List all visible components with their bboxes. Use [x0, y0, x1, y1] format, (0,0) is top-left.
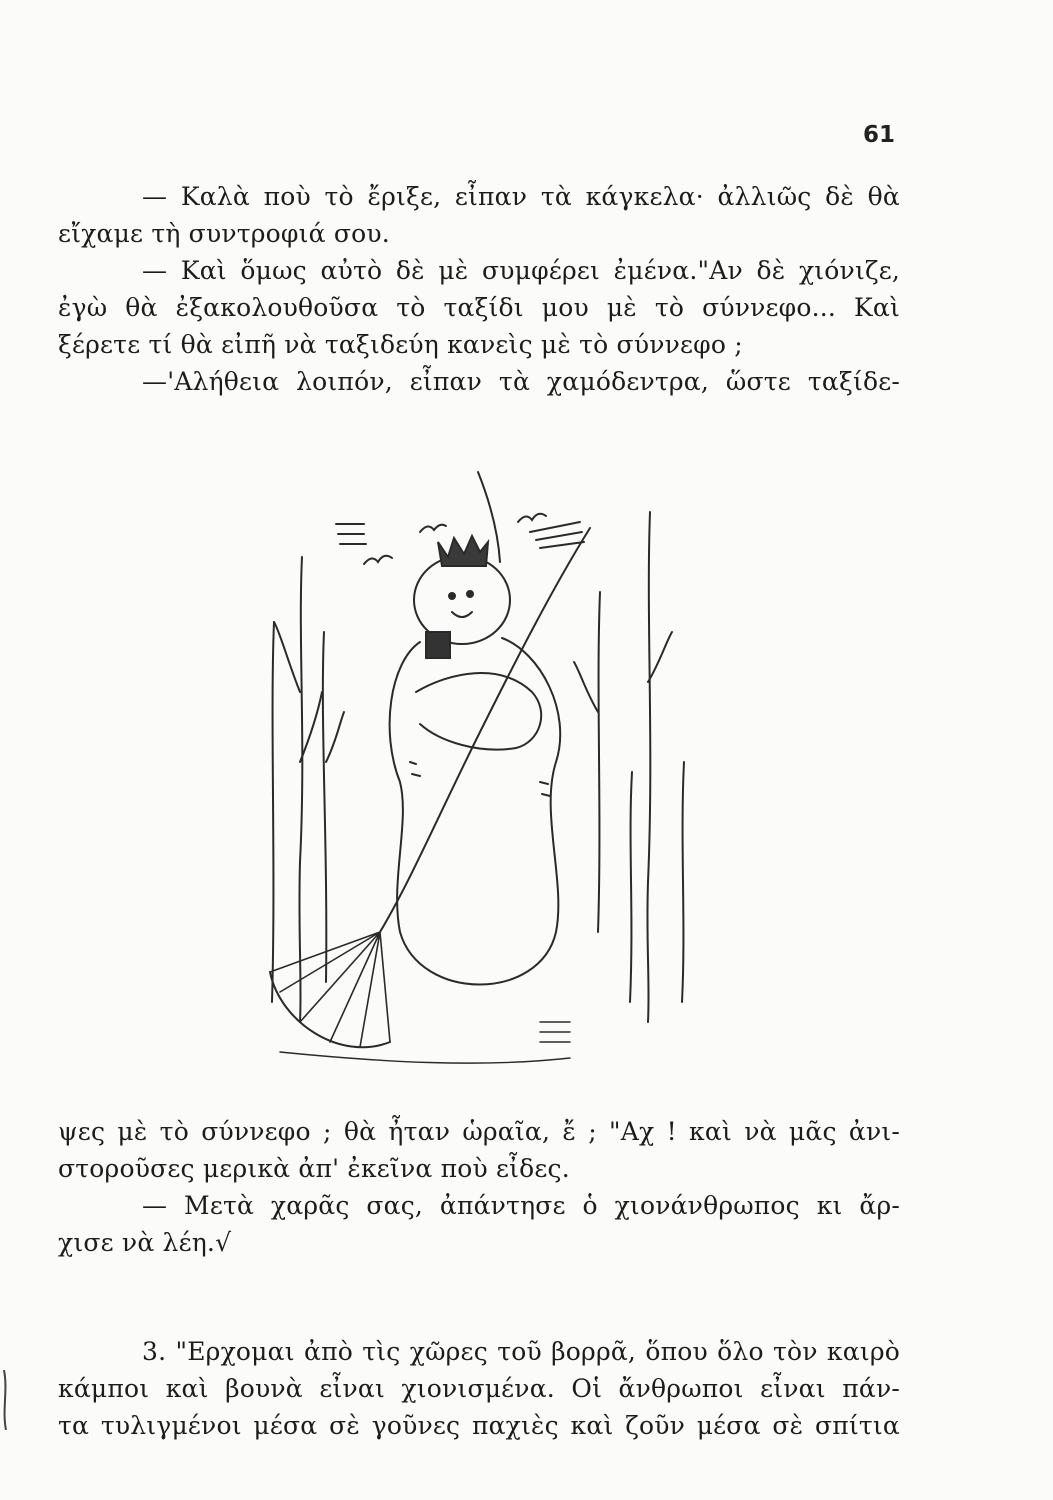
broom	[270, 528, 590, 1047]
text-line: ξέρετε τί θὰ εἰπῆ νὰ ταξιδεύη κανεὶς μὲ τὸ σύννεφο ;	[58, 330, 743, 359]
text-line: τα τυλιγμένοι μέσα σὲ γοῦνες παχιὲς καὶ ζοῦν μέσα σὲ σπίτια	[58, 1411, 900, 1440]
snowman-body	[390, 638, 561, 985]
binding-edge-mark	[0, 1370, 10, 1430]
text-line: ψες μὲ τὸ σύννεφο ; θὰ ἦταν ὡραῖα, ἔ ; "Αχ ! καὶ νὰ μᾶς ἀνι-	[58, 1117, 900, 1146]
bare-trees-right	[574, 512, 684, 1022]
text-line: ἐγὼ θὰ ἐξακολουθοῦσα τὸ ταξίδι μου μὲ τὸ σύννεφο... Καὶ	[58, 293, 900, 322]
text-line: —'Αλήθεια λοιπόν, εἶπαν τὰ χαμόδεντρα, ὥστε ταξίδε-	[142, 367, 900, 396]
snowman-head	[414, 472, 510, 658]
text-line: — Καλὰ ποὺ τὸ ἔριξε, εἶπαν τὰ κάγκελα· ἀλλιῶς δὲ θὰ	[142, 182, 900, 211]
text-line: στοροῦσες μερικὰ ἀπ' ἐκεῖνα ποὺ εἶδες.	[58, 1154, 570, 1183]
text-line: χισε νὰ λέη.√	[58, 1228, 232, 1257]
text-line: — Μετὰ χαρᾶς σας, ἀπάντησε ὁ χιονάνθρωπος κι ἄρ-	[142, 1191, 900, 1220]
bare-trees-left	[272, 557, 344, 1022]
lower-paragraphs	[58, 1113, 900, 1261]
snow-ground	[280, 1022, 570, 1063]
snowman-illustration	[240, 462, 700, 1070]
section-3-paragraph	[58, 1333, 900, 1444]
text-line: — Καὶ ὅμως αὐτὸ δὲ μὲ συμφέρει ἐμένα."Αν δὲ χιόνιζε,	[142, 256, 900, 285]
page-number: 61	[862, 122, 895, 148]
text-line: κάμποι καὶ βουνὰ εἶναι χιονισμένα. Οἱ ἄνθρωποι εἶναι πάν-	[58, 1374, 900, 1403]
text-line: 3. "Ερχομαι ἀπὸ τὶς χῶρες τοῦ βορρᾶ, ὅπου ὅλο τὸν καιρὸ	[142, 1337, 900, 1366]
text-line: εἴχαμε τὴ συντροφιά σου.	[58, 219, 390, 248]
upper-paragraphs	[58, 178, 900, 400]
